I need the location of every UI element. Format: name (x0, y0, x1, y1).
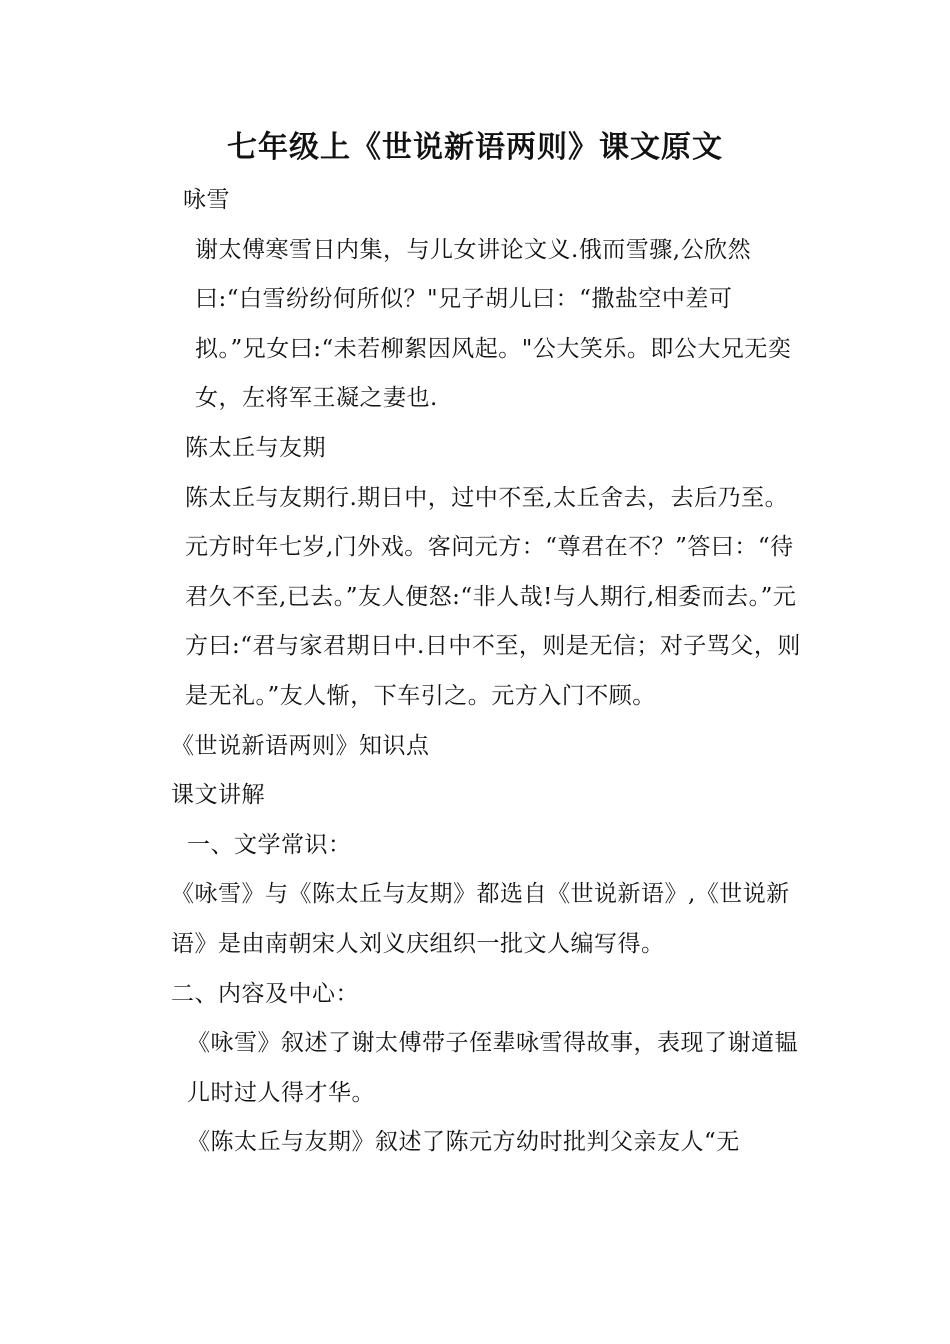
heading-content-center: 二、内容及中心： (171, 980, 359, 1007)
paragraph-literary-knowledge: 《咏雪》与《陈太丘与友期》都选自《世说新语》,《世说新语》是由南朝宋人刘义庆组织一批文人编写得。 (171, 881, 790, 957)
paragraph-yongxue-text: 谢太傅寒雪日内集，与儿女讲论文义.俄而雪骤,公欣然曰:“白雪纷纷何所似？"兄子胡儿曰：“撒盐空中差可拟。”兄女曰:“未若柳絮因风起。"公大笑乐。即公大兄无奕女，左将军王凝之妻也. (195, 236, 792, 412)
paragraph-content-yongxue: 《咏雪》叙述了谢太傅带子侄辈咏雪得故事，表现了谢道韫儿时过人得才华。 (187, 1030, 798, 1106)
document-body (147, 176, 802, 1168)
document-title: 七年级上《世说新语两则》课文原文 (227, 130, 723, 165)
section-heading-chentaiqiu: 陈太丘与友期 (185, 434, 326, 461)
section-heading-yongxue: 咏雪 (183, 187, 230, 213)
paragraph-content-chentaiqiu: 《陈太丘与友期》叙述了陈元方幼时批判父亲友人“无 (187, 1129, 740, 1156)
heading-literary-knowledge: 一、文学常识： (187, 831, 352, 858)
section-heading-knowledge: 《世说新语两则》知识点 (171, 732, 430, 759)
section-heading-explanation: 课文讲解 (171, 782, 265, 809)
paragraph-chentaiqiu-text: 陈太丘与友期行.期日中，过中不至,太丘舍去，去后乃至。 元方时年七岁,门外戏。客问元方：“尊君在不？”答曰：“待君久不至,已去。”友人便怒:“非人哉!与人期行,相委而去。”元方曰:“君与家君期日中.日中不至，则是无信；对子骂父，则是无礼。”友人惭，下车引之。元方入门不顾。 (185, 484, 801, 709)
